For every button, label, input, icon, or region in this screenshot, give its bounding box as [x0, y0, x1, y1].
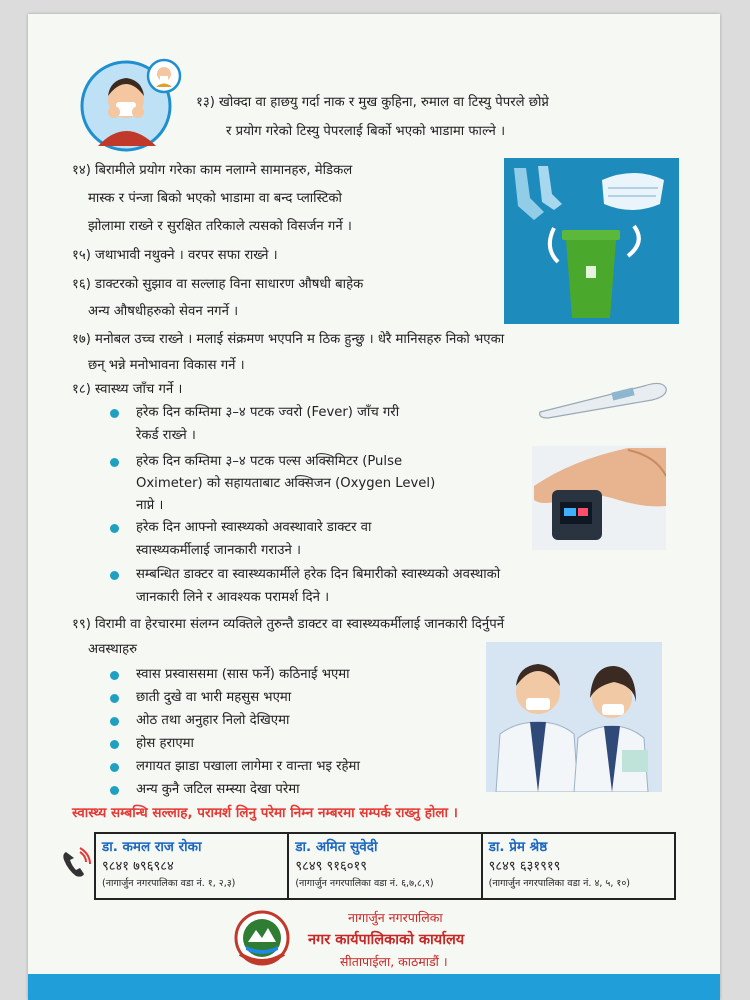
item-16-line-1: १६) डाक्टरको सुझाव वा सल्लाह विना साधारण औषधी बाहेक [72, 277, 364, 292]
bullet-dot [110, 409, 119, 418]
contact-card [483, 834, 674, 898]
bullet-dot [110, 717, 119, 726]
doctor-name: डा. अमित सुवेदी [295, 839, 378, 855]
footer-municipality: नागार्जुन नगरपालिका [348, 910, 443, 925]
municipality-emblem-icon [234, 910, 290, 966]
item-19-bullet-5: लगायत झाडा पखाला लागेमा र वान्ता भइ रहेमा [136, 759, 360, 774]
item-17-line-2: छन् भन्ने मनोभावना विकास गर्ने । [88, 358, 245, 373]
doctor-phone[interactable]: ९८४१ ७९६९८४ [102, 859, 174, 874]
bullet-dot [110, 740, 119, 749]
item-19-bullet-3: ओठ तथा अनुहार निलो देखिएमा [136, 713, 290, 728]
doctor-name: डा. प्रेम श्रेष्ठ [488, 839, 548, 855]
item-19-bullet-4: होस हराएमा [136, 736, 194, 751]
doctor-wards: (नागार्जुन नगरपालिका वडा नं. १, २,३) [102, 878, 236, 889]
item-17-line-1: १७) मनोबल उच्च राख्ने । मलाई संक्रमण भएपनि म ठिक हुन्छु । धेरै मानिसहरु निको भएका [72, 332, 505, 347]
item-13-line-1: १३) खोक्दा वा हाछयु गर्दा नाक र मुख कुहिना, रुमाल वा टिस्यु पेपरले छोप्ने [196, 95, 549, 110]
item-19-bullet-6: अन्य कुनै जटिल सम्स्या देखा परेमा [136, 782, 300, 797]
item-18-bullet-1-line-1: हरेक दिन कम्तिमा ३–४ पटक ज्वरो (Fever) जाँच गरी [136, 405, 400, 420]
item-18-bullet-3-line-1: हरेक दिन आफ्नो स्वास्थ्यको अवस्थावारे डाक्टर वा [136, 520, 372, 535]
footer-office: नगर कार्यपालिकाको कार्यालय [308, 932, 465, 948]
item-18-bullet-2-line-2: Oximeter) को सहायताबाट अक्सिजन (Oxygen Level) [136, 476, 436, 491]
contact-notice: स्वास्थ्य सम्बन्धि सल्लाह, परामर्श लिनु परेमा निम्न नम्बरमा सम्पर्क राख्नु होला । [72, 805, 458, 821]
bottom-band [28, 974, 720, 1000]
doctor-wards: (नागार्जुन नगरपालिका वडा नं. ६,७,८,९) [295, 878, 434, 889]
item-16-line-2: अन्य औषधीहरुको सेवन नगर्ने । [88, 304, 239, 319]
bullet-dot [110, 694, 119, 703]
item-14-line-1: १४) बिरामीले प्रयोग गरेका काम नलाग्ने सामानहरु, मेडिकल [72, 163, 353, 178]
footer-address: सीतापाईला, काठमाडौं । [340, 954, 448, 969]
sneezing-woman-icon [76, 54, 188, 154]
contact-card [96, 834, 289, 898]
bullet-dot [110, 763, 119, 772]
doctor-name: डा. कमल राज रोका [102, 839, 202, 855]
item-14-line-3: झोलामा राख्ने र सुरक्षित तरिकाले त्यसको विसर्जन गर्ने । [88, 219, 352, 234]
item-19-bullet-1: स्वास प्रस्वाससमा (सास फर्ने) कठिनाई भएमा [136, 667, 350, 682]
item-18: १८) स्वास्थ्य जाँच गर्ने । [72, 382, 183, 397]
thermometer-icon [534, 368, 674, 422]
bullet-dot [110, 671, 119, 680]
item-19-line-2: अवस्थाहरु [88, 642, 138, 657]
item-19-bullet-2: छाती दुखे वा भारी महसुस भएमा [136, 690, 292, 705]
doctor-phone[interactable]: ९८४९ ६३१९१९ [488, 859, 561, 874]
item-18-bullet-2-line-3: नाप्ने । [136, 498, 164, 513]
item-13-line-2: र प्रयोग गरेको टिस्यु पेपरलाई बिर्को भएको भाडामा फाल्ने । [226, 124, 506, 139]
contacts-table [94, 832, 676, 900]
item-15: १५) जथाभावी नथुक्ने । वरपर सफा राख्ने । [72, 248, 278, 263]
contact-card [289, 834, 482, 898]
gloves-mask-bin-icon [504, 158, 679, 324]
bullet-dot [110, 524, 119, 533]
bullet-dot [110, 571, 119, 580]
doctor-phone[interactable]: ९८४९ ९१६०१९ [295, 859, 368, 874]
item-18-bullet-1-line-2: रेकर्ड राख्ने । [136, 428, 196, 443]
pulse-oximeter-icon [532, 446, 666, 550]
bullet-dot [110, 458, 119, 467]
item-19-line-1: १९) विरामी वा हेरचारमा संलग्न व्यक्तिले तुरुन्तै डाक्टर वा स्वास्थ्यकर्मीलाई जानकारी दिर्नुपर्ने [72, 617, 505, 632]
item-18-bullet-4-line-2: जानकारी लिने र आवश्यक परामर्श दिने । [136, 590, 330, 605]
item-14-line-2: मास्क र पंन्जा बिको भएको भाडामा वा बन्द प्लास्टिको [88, 191, 342, 206]
doctor-wards: (नागार्जुन नगरपालिका वडा नं. ४, ५, १०) [488, 878, 630, 889]
item-18-bullet-2-line-1: हरेक दिन कम्तिमा ३–४ पटक पल्स अक्सिमिटर (Pulse [136, 454, 403, 469]
item-18-bullet-3-line-2: स्वास्थ्यकर्मीलाई जानकारी गराउने । [136, 543, 301, 558]
bullet-dot [110, 786, 119, 795]
item-18-bullet-4-line-1: सम्बन्धित डाक्टर वा स्वास्थ्यकार्मीले हरेक दिन बिमारीको स्वास्थ्यको अवस्थाको [136, 567, 501, 582]
phone-icon [60, 846, 92, 880]
doctors-icon [486, 642, 662, 792]
